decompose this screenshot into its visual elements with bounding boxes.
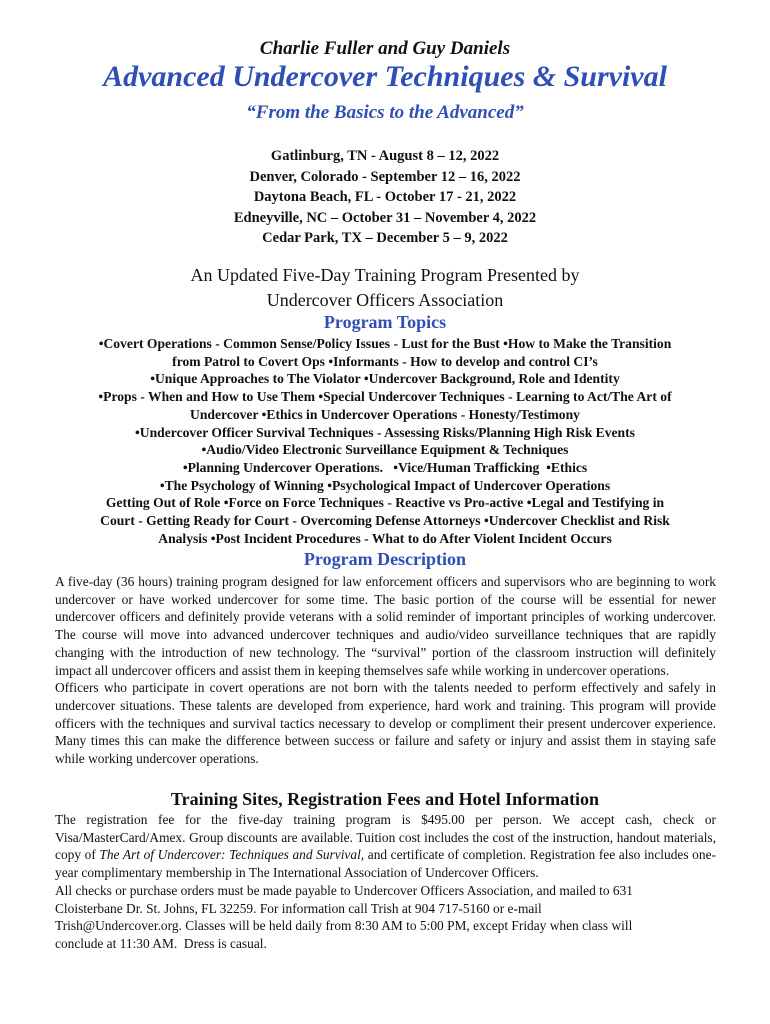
- schedule-dates: [0, 146, 770, 249]
- payment-line: Trish@Undercover.org. Classes will be held daily from 8:30 AM to 5:00 PM, except Friday when class will: [55, 918, 633, 934]
- date-line: Daytona Beach, FL - October 17 - 21, 2022: [253, 189, 517, 206]
- topic-line: •Covert Operations - Common Sense/Policy Issues - Lust for the Bust •How to Make the Transition: [98, 336, 672, 351]
- description-paragraph: A five-day (36 hours) training program designed for law enforcement officers and supervisors who are beginning to work undercover or have worked undercover for some time. The basic portion of the course will be essential for newer undercover officers and definitely provide veterans with a solid reminder of important principles of working undercover. The course will move into advanced undercover techniques and audio/video surveillance techniques that are rapidly changing with the introduction of new technology. The “survival” portion of the classroom instruction will definitely impact all undercover officers and assist them in keeping themselves safe while working in undercover operations.: [55, 574, 716, 678]
- description-paragraph: Officers who participate in covert operations are not born with the talents needed to perform effectively and safely in undercover situations. These talents are developed from experience, hard work and training. This program will provide officers with the techniques and survival tactics necessary to develop or compliment their present undercover experience. Many times this can make the difference between success or failure and safety or injury and assist them in staying safe while working undercover operations.: [55, 680, 716, 767]
- topic-line: •Unique Approaches to The Violator •Undercover Background, Role and Identity: [150, 371, 620, 387]
- topic-line: from Patrol to Covert Ops •Informants - How to develop and control CI’s: [172, 353, 598, 369]
- topic-line: •Props - When and How to Use Them •Special Undercover Techniques - Learning to Act/The Art of: [98, 389, 672, 405]
- date-line: Cedar Park, TX – December 5 – 9, 2022: [262, 230, 508, 247]
- date-line: Gatlinburg, TN - August 8 – 12, 2022: [270, 148, 500, 164]
- program-description-heading: Program Description: [303, 549, 467, 569]
- intro-statement: [0, 263, 770, 313]
- topic-line: •Planning Undercover Operations. •Vice/Human Trafficking •Ethics: [182, 459, 588, 475]
- date-line: Denver, Colorado - September 12 – 16, 2022: [249, 168, 521, 185]
- fees-section: [55, 811, 716, 953]
- topic-line: Court - Getting Ready for Court - Overcoming Defense Attorneys •Undercover Checklist and Risk: [100, 513, 670, 529]
- authors-line: Charlie Fuller and Guy Daniels: [259, 38, 511, 59]
- intro-line: An Updated Five-Day Training Program Presented by: [190, 265, 580, 285]
- book-title: The Art of Undercover: Techniques and Survival,: [99, 847, 365, 863]
- fees-heading: Training Sites, Registration Fees and Hotel Information: [170, 789, 600, 809]
- topic-line: •Audio/Video Electronic Surveillance Equipment & Techniques: [201, 442, 569, 458]
- fees-text: and certificate of completion. Registration fee also includes one-year complimentary membership in The International Association of Undercover Officers.: [55, 847, 716, 881]
- topic-line: Analysis •Post Incident Procedures - What to do After Violent Incident Occurs: [158, 530, 612, 546]
- payment-line: Cloisterbane Dr. St. Johns, FL 32259. For information call Trish at 904 717-5160 or e-mail: [55, 900, 542, 916]
- payment-info: [55, 882, 716, 953]
- topic-line: Getting Out of Role •Force on Force Techniques - Reactive vs Pro-active •Legal and Testifying in: [105, 495, 665, 511]
- payment-line: All checks or purchase orders must be made payable to Undercover Officers Association, and mailed to 631: [55, 882, 633, 898]
- course-subtitle: “From the Basics to the Advanced”: [246, 102, 524, 123]
- date-line: Edneyville, NC – October 31 – November 4, 2022: [233, 209, 537, 226]
- fees-text: The registration fee for the five-day training program is $495.00 per person. We accept cash, check or Visa/MasterCard/Amex. Group discounts are available. Tuition cost includes the cost of the instruction, handout materials, copy of: [55, 812, 716, 863]
- topic-line: •The Psychology of Winning •Psychological Impact of Undercover Operations: [159, 477, 611, 493]
- program-description: [55, 573, 716, 768]
- program-topics-heading: Program Topics: [323, 312, 447, 332]
- topic-line: Undercover •Ethics in Undercover Operations - Honesty/Testimony: [190, 406, 580, 422]
- payment-line: conclude at 11:30 AM. Dress is casual.: [55, 935, 267, 951]
- topic-line: •Undercover Officer Survival Techniques - Assessing Risks/Planning High Risk Events: [135, 424, 635, 440]
- program-topics-list: [55, 335, 715, 547]
- presenter-line: Undercover Officers Association: [266, 290, 504, 310]
- fees-paragraph: [55, 811, 716, 882]
- course-title: Advanced Undercover Techniques & Survival: [103, 60, 667, 93]
